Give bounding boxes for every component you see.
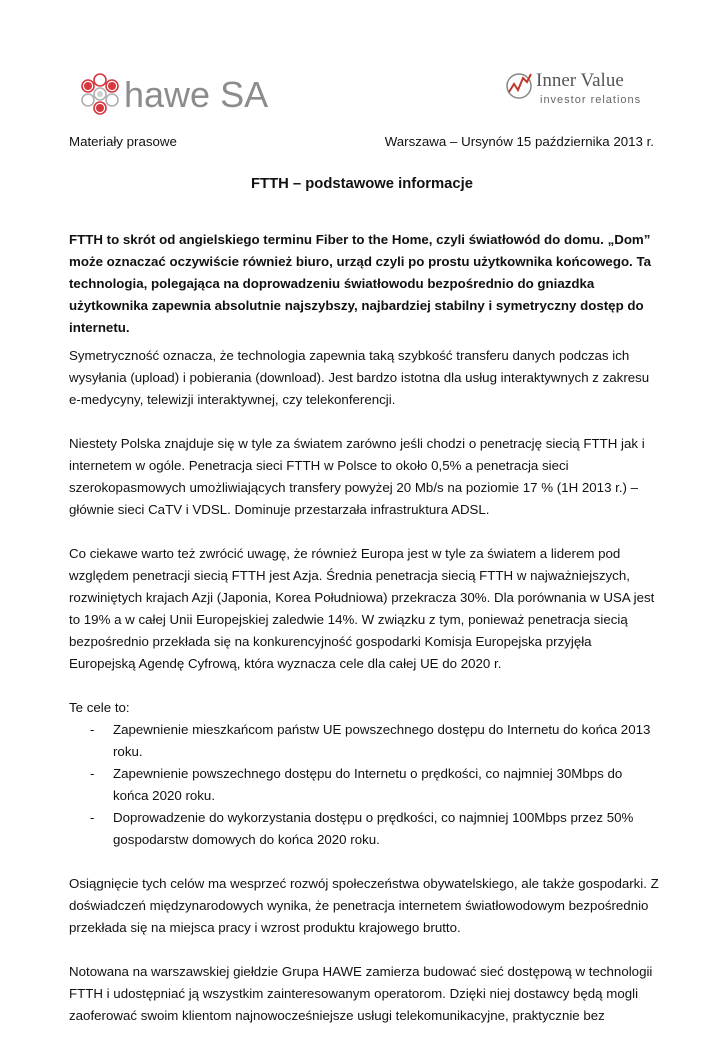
list-item (69, 719, 659, 763)
paragraph: Notowana na warszawskiej giełdzie Grupa HAWE zamierza budować sieć dostępową w technologii FTTH i udostępniać ją wszystkim zainteresowanym operatorom. Dzięki niej dostawcy będą mogli zaoferować swoim klientom najnowocześniejsze usługi telekomunikacyjne, praktycznie bez (69, 964, 653, 1023)
paragraph: Osiągnięcie tych celów ma wesprzeć rozwój społeczeństwa obywatelskiego, ale także gospodarki. Z doświadczeń międzynarodowych wynika, że penetracja internetem światłowodowym bezpośrednio przekłada się na miejsca pracy i wzrost produktu krajowego brutto. (69, 876, 659, 935)
document-place-date: Warszawa – Ursynów 15 października 2013 r. (384, 134, 654, 149)
document-body (69, 229, 659, 1049)
list-dash: - (90, 810, 95, 825)
list-item-text: Zapewnienie powszechnego dostępu do Internetu o prędkości, co najmniej 30Mbps do końca 2020 roku. (113, 766, 623, 803)
inner-value-subtitle: investor relations (540, 94, 642, 106)
list-item-text: Doprowadzenie do wykorzystania dostępu o prędkości, co najmniej 100Mbps przez 50% gospodarstw domowych do końca 2020 roku. (113, 810, 634, 847)
goals-intro: Te cele to: (69, 700, 130, 715)
page-title: FTTH – podstawowe informacje (251, 176, 473, 192)
hawe-logo-text: hawe SA (124, 74, 269, 115)
list-dash: - (90, 722, 95, 737)
paragraph: Niestety Polska znajduje się w tyle za światem zarówno jeśli chodzi o penetrację siecią FTTH jak i internetem w ogóle. Penetracja sieci FTTH w Polsce to około 0,5% a penetracja sieci szerokopasmowych umożliwiających transfery powyżej 20 Mb/s na poziomie 17 % (1H 2013 r.) – głównie sieci CaTV i VDSL. Dominuje przestarzała infrastruktura ADSL. (69, 436, 645, 517)
hawe-dots-icon (76, 72, 291, 122)
paragraph: Co ciekawe warto też zwrócić uwagę, że również Europa jest w tyle za światem a liderem pod względem penetracji siecią FTTH jest Azja. Średnia penetracja siecią FTTH w najważniejszych, rozwiniętych krajach Azji (Japonia, Korea Południowa) przekracza 30%. Dla porównania w USA jest to 19% a w całej Unii Europejskiej zaledwie 14%. W związku z tym, ponieważ penetracja siecią bezpośrednio przekłada się na konkurencyjność gospodarki Komisja Europejska przyjęła Europejską Agendę Cyfrową, która wyznacza cele dla całej UE do 2020 r. (69, 546, 655, 671)
list-dash: - (90, 766, 95, 781)
list-item-text: Zapewnienie mieszkańcom państw UE powszechnego dostępu do Internetu do końca 2013 roku. (113, 722, 651, 759)
paragraph: Symetryczność oznacza, że technologia zapewnia taką szybkość transferu danych podczas ich wysyłania (upload) i pobierania (download). Jest bardzo istotna dla usług interaktywnych z zakresu e-medycyny, telewizji interaktywnej, czy telekonferencji. (69, 348, 650, 407)
goals-list (69, 719, 659, 851)
inner-value-title: Inner Value (536, 70, 624, 91)
inner-value-logo (504, 66, 664, 114)
list-item (69, 807, 659, 851)
lead-paragraph: FTTH to skrót od angielskiego terminu Fiber to the Home, czyli światłowód do domu. „Dom” może oznaczać oczywiście również biuro, urząd czyli po prostu użytkownika końcowego. Ta technologia, polegająca na doprowadzeniu światłowodu bezpośrednio do gniazdka użytkownika zapewnia absolutnie najszybszy, najbardziej stabilny i symetryczny dostęp do internetu. (69, 232, 651, 335)
inner-value-chart-icon (504, 66, 664, 114)
document-category: Materiały prasowe (69, 134, 177, 149)
list-item (69, 763, 659, 807)
hawe-logo (76, 72, 291, 122)
